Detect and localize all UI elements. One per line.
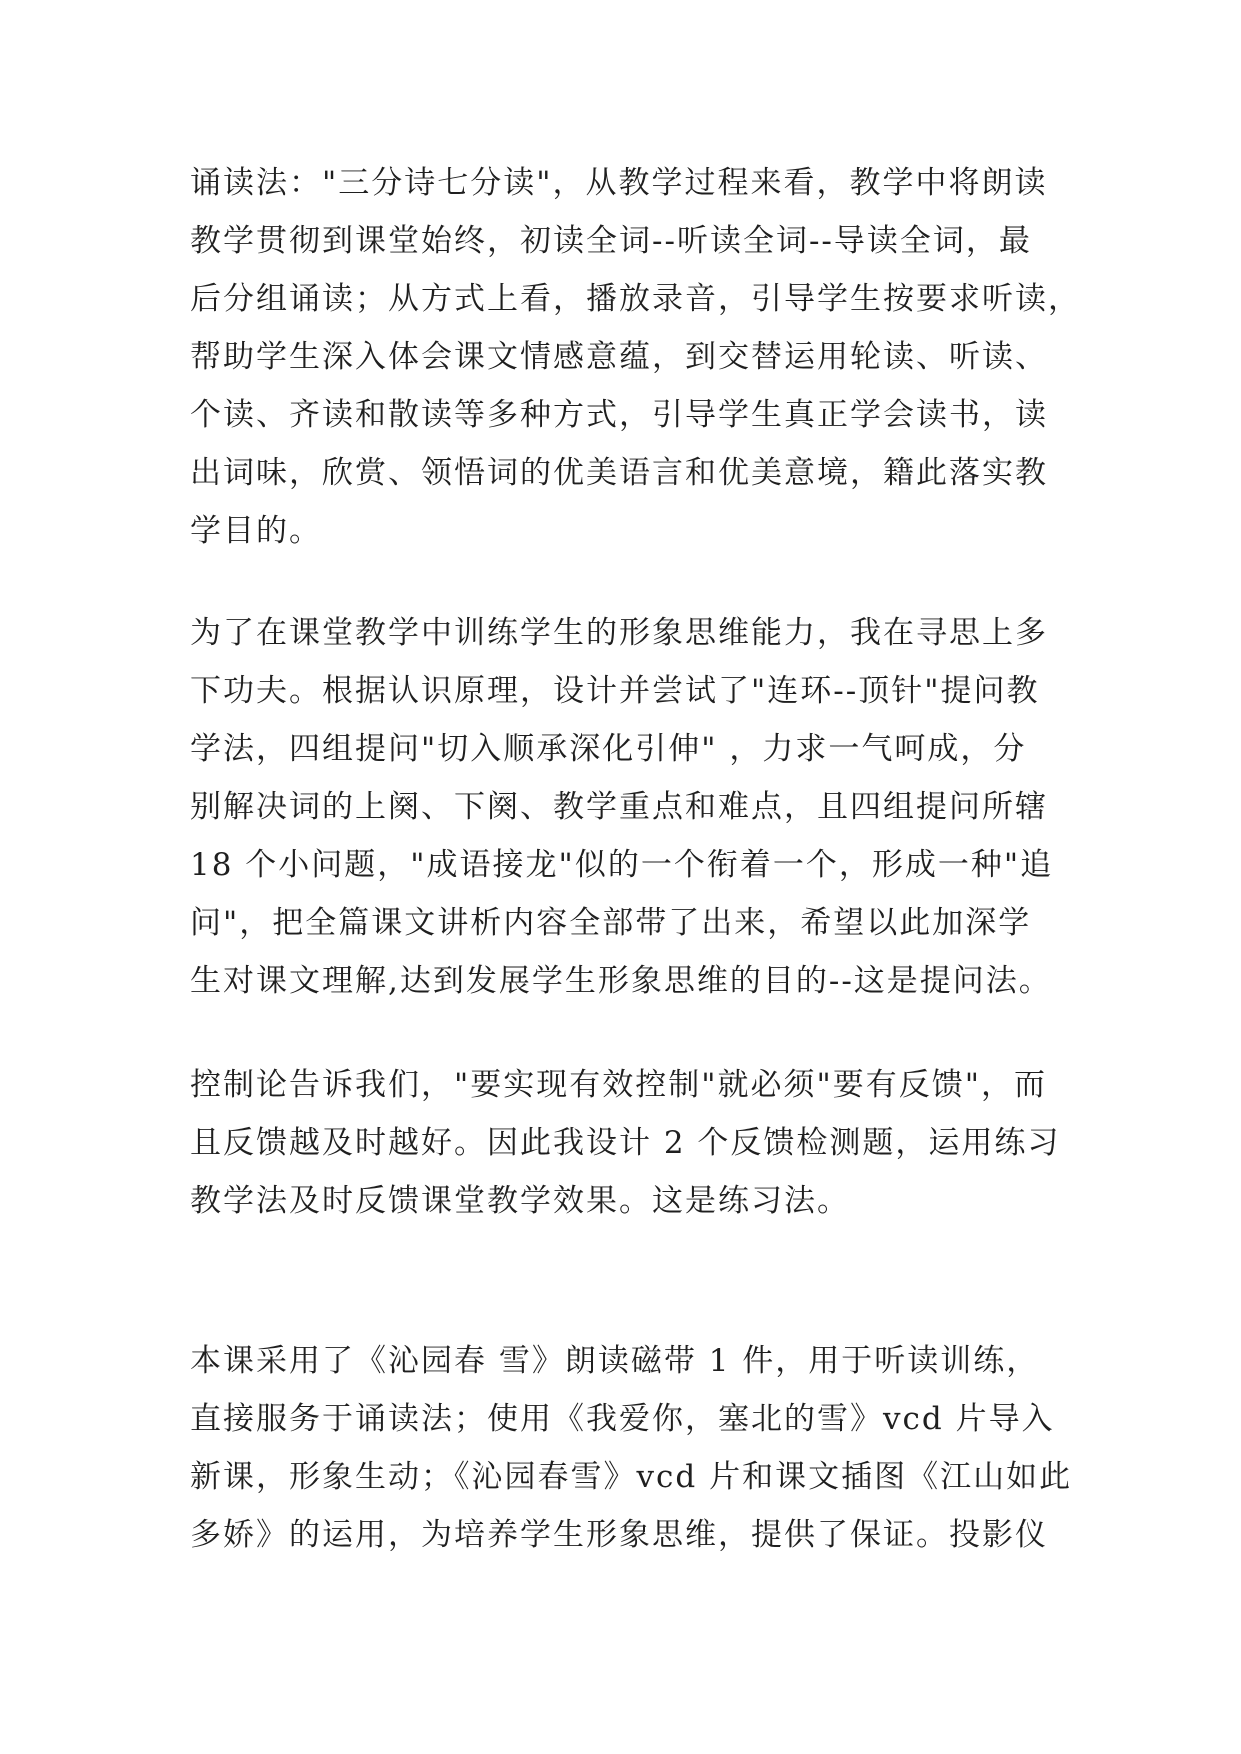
- text-line: 出词味，欣赏、领悟词的优美语言和优美意境，籍此落实教: [190, 455, 1048, 491]
- text-line: 控制论告诉我们，"要实现有效控制"就必须"要有反馈"，而: [190, 1067, 1048, 1103]
- text-line: 新课，形象生动；《沁园春雪》vcd 片和课文插图《江山如此: [190, 1459, 1073, 1495]
- text-line: 问"，把全篇课文讲析内容全部带了出来，希望以此加深学: [190, 905, 1032, 941]
- text-line: 下功夫。根据认识原理，设计并尝试了"连环--顶针"提问教: [190, 673, 1040, 709]
- paragraph-questioning-method: [190, 604, 1070, 1010]
- text-line: 学目的。: [190, 513, 322, 549]
- text-line: 教学法及时反馈课堂教学效果。这是练习法。: [190, 1183, 850, 1219]
- paragraph-teaching-media: [190, 1332, 1073, 1564]
- text-line: 教学贯彻到课堂始终，初读全词--听读全词--导读全词，最: [190, 223, 1032, 259]
- text-line: 为了在课堂教学中训练学生的形象思维能力，我在寻思上多: [190, 615, 1048, 651]
- text-line: 多娇》的运用，为培养学生形象思维，提供了保证。投影仪: [190, 1517, 1048, 1553]
- text-line: 后分组诵读；从方式上看，播放录音，引导学生按要求听读，: [190, 281, 1081, 317]
- text-line: 本课采用了《沁园春 雪》朗读磁带 1 件，用于听读训练，: [190, 1343, 1040, 1379]
- paragraph-practice-method: [190, 1056, 1070, 1230]
- paragraph-recitation-method: [190, 154, 1081, 560]
- text-line: 18 个小问题，"成语接龙"似的一个衔着一个，形成一种"追: [190, 847, 1054, 883]
- text-line: 诵读法："三分诗七分读"，从教学过程来看，教学中将朗读: [190, 165, 1048, 201]
- text-line: 生对课文理解,达到发展学生形象思维的目的--这是提问法。: [190, 963, 1052, 999]
- text-line: 学法，四组提问"切入顺承深化引伸" ，力求一气呵成，分: [190, 731, 1027, 767]
- text-line: 个读、齐读和散读等多种方式，引导学生真正学会读书，读: [190, 397, 1048, 433]
- text-line: 直接服务于诵读法；使用《我爱你，塞北的雪》vcd 片导入: [190, 1401, 1055, 1437]
- text-line: 帮助学生深入体会课文情感意蕴，到交替运用轮读、听读、: [190, 339, 1048, 375]
- text-line: 别解决词的上阕、下阕、教学重点和难点，且四组提问所辖: [190, 789, 1048, 825]
- text-line: 且反馈越及时越好。因此我设计 2 个反馈检测题，运用练习: [190, 1125, 1061, 1161]
